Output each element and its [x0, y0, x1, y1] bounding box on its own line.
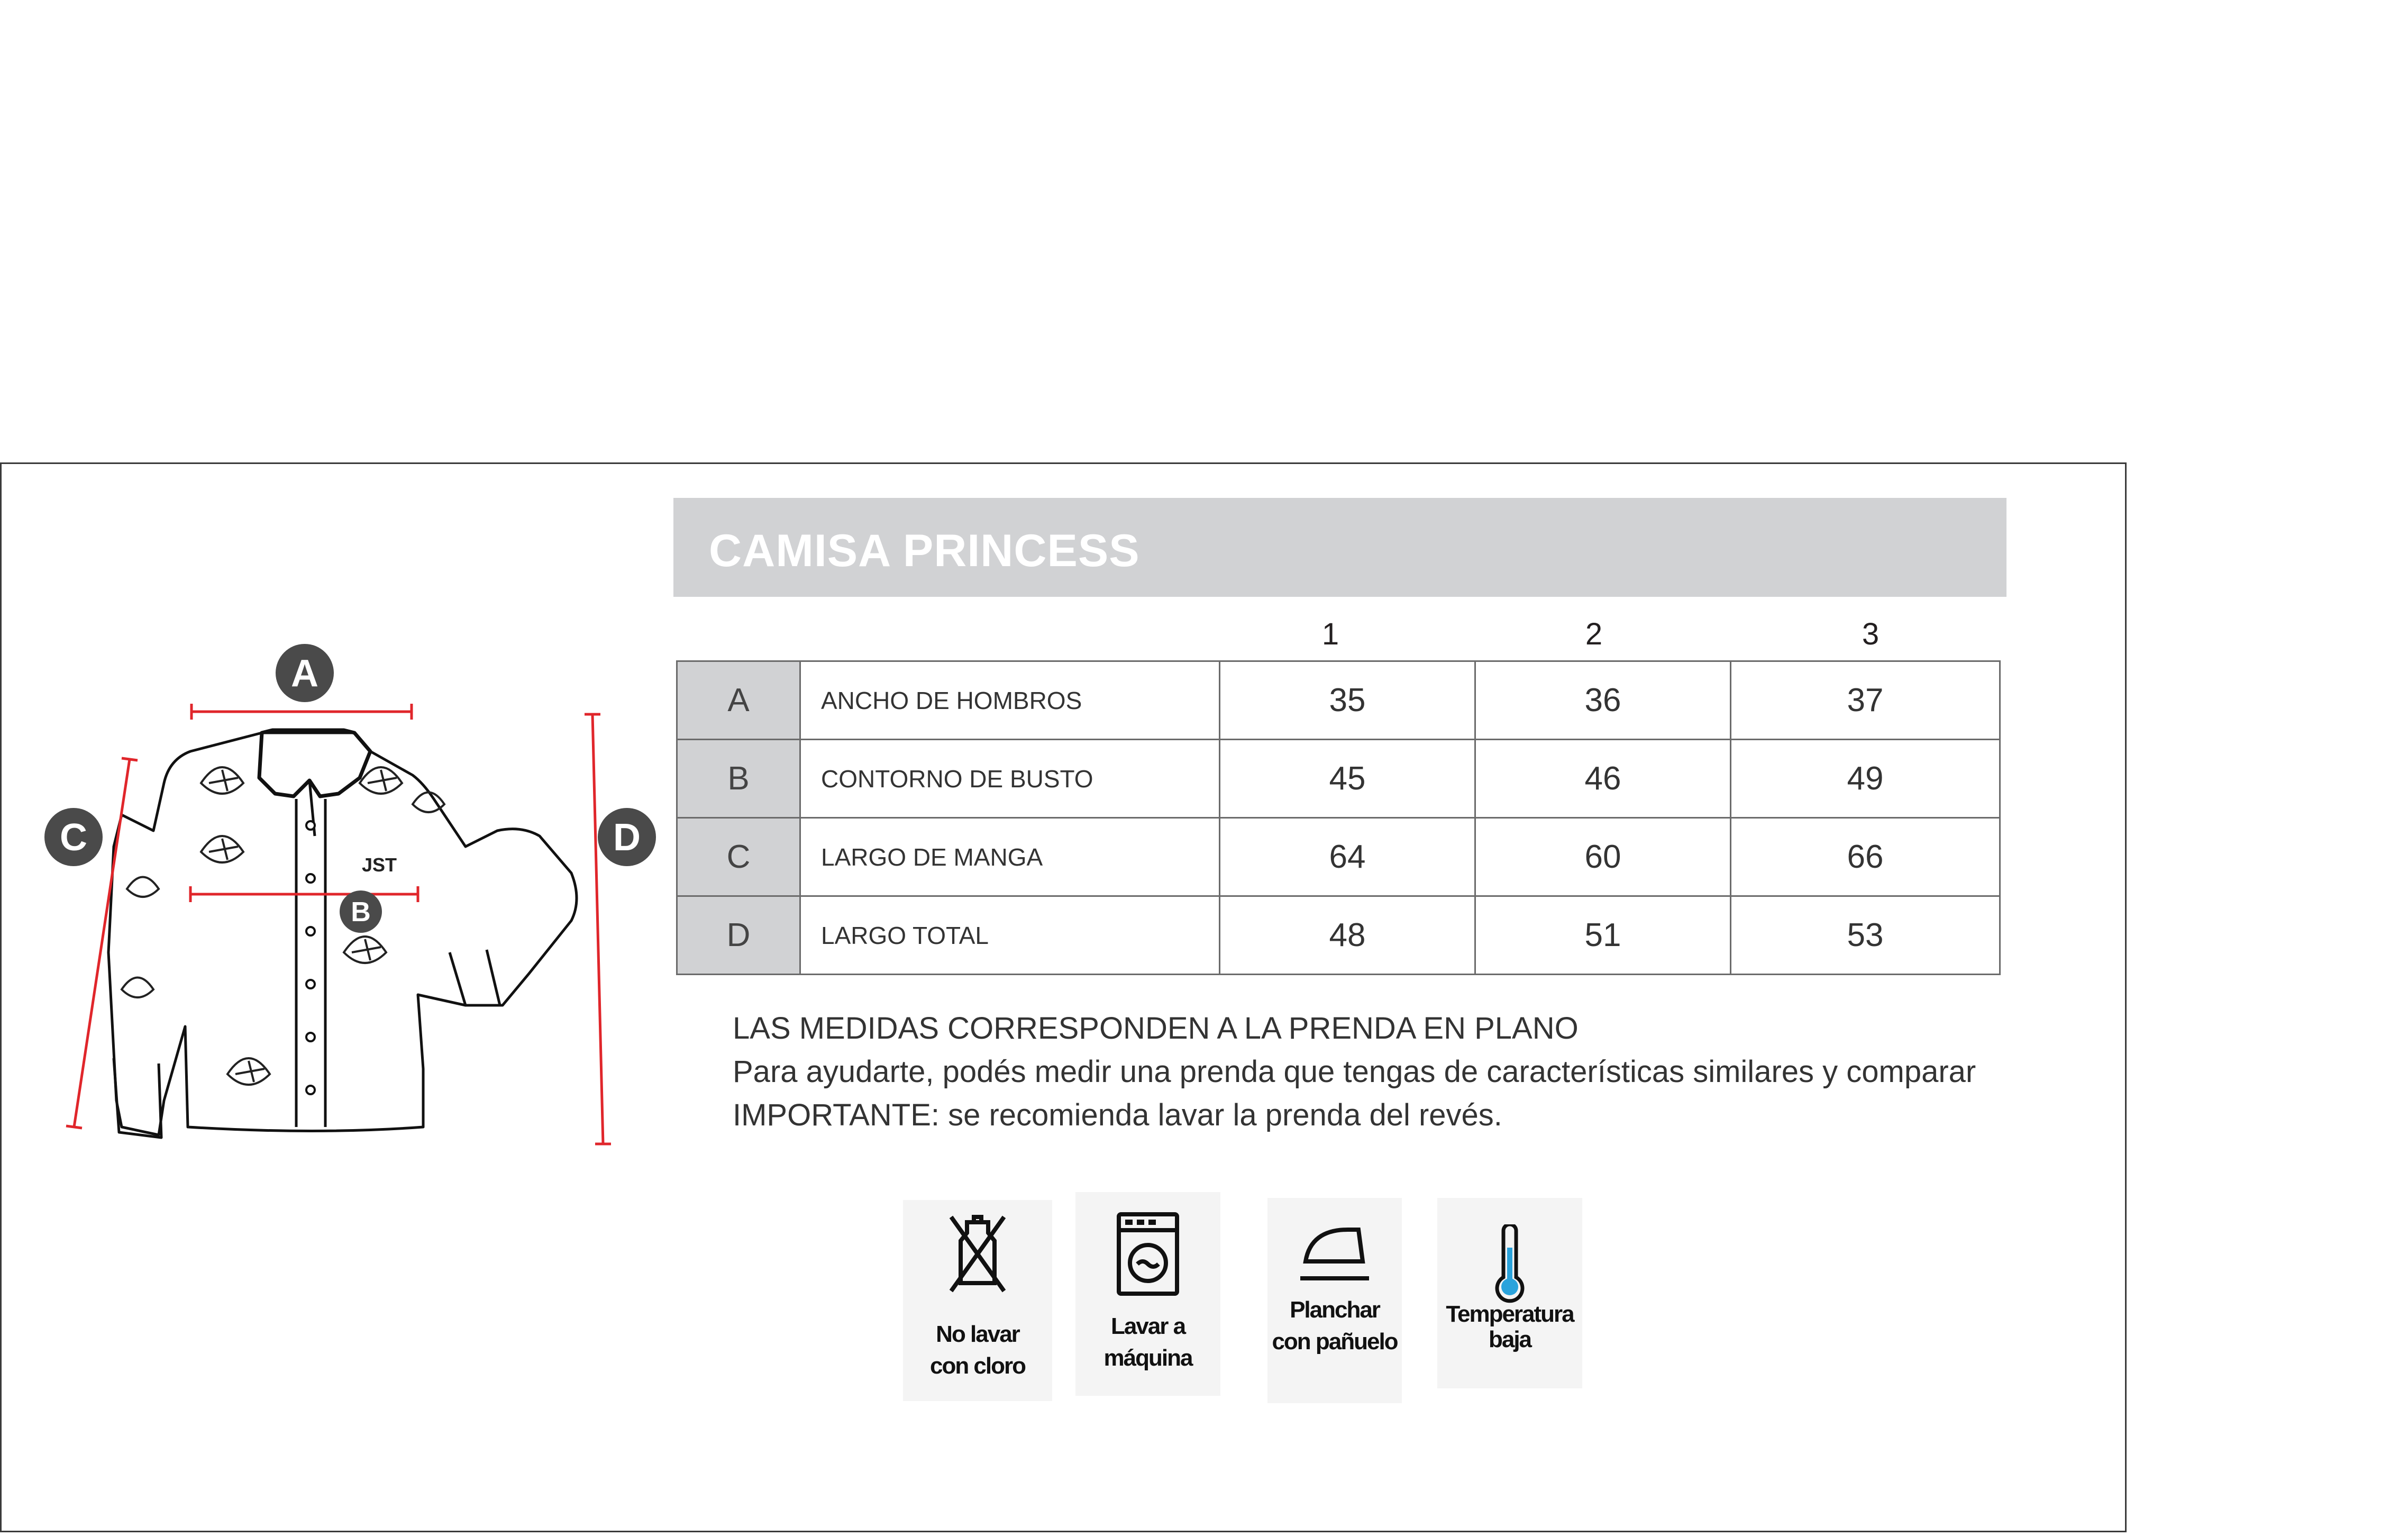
washing-machine-icon: [1114, 1211, 1182, 1296]
cell-value: 37: [1731, 661, 2000, 740]
note-measurement: LAS MEDIDAS CORRESPONDEN A LA PRENDA EN PLANO: [733, 1011, 1579, 1046]
table-row: [677, 661, 2000, 740]
cell-value: 60: [1475, 818, 1731, 896]
brand-label: JST: [362, 854, 397, 876]
care-machine-wash: [1075, 1192, 1220, 1396]
badge-c: C: [44, 808, 103, 866]
cell-value: 64: [1220, 818, 1475, 896]
note-important: IMPORTANTE: se recomienda lavar la prenda del revés.: [733, 1098, 1502, 1132]
cell-value: 45: [1220, 740, 1475, 818]
leaf-print: [122, 767, 444, 1085]
care-low-temperature: [1437, 1198, 1582, 1388]
care-label-line2: máquina: [1103, 1345, 1192, 1371]
size-header-3: 3: [1862, 617, 1880, 651]
row-label: LARGO TOTAL: [800, 896, 1220, 975]
row-letter: C: [677, 818, 800, 896]
size-header-1: 1: [1321, 617, 1339, 651]
care-label-line1: Lavar a: [1110, 1313, 1185, 1339]
cell-value: 35: [1220, 661, 1475, 740]
title-band: [673, 498, 2006, 597]
row-label: ANCHO DE HOMBROS: [800, 661, 1220, 740]
row-label: LARGO DE MANGA: [800, 818, 1220, 896]
care-label-line2: baja: [1488, 1326, 1531, 1352]
cell-value: 66: [1731, 818, 2000, 896]
table-row: [677, 896, 2000, 975]
cell-value: 49: [1731, 740, 2000, 818]
cell-value: 51: [1475, 896, 1731, 975]
care-iron: [1267, 1198, 1402, 1403]
size-header-2: 2: [1585, 617, 1603, 651]
iron-icon: [1295, 1219, 1374, 1288]
thermometer-icon: [1489, 1224, 1531, 1304]
cell-value: 46: [1475, 740, 1731, 818]
note-help: Para ayudarte, podés medir una prenda que tengas de características similares y comparar: [733, 1055, 1976, 1089]
badge-a: A: [276, 644, 334, 702]
buttons: [306, 821, 315, 1094]
cell-value: 53: [1731, 896, 2000, 975]
row-letter: D: [677, 896, 800, 975]
row-label: CONTORNO DE BUSTO: [800, 740, 1220, 818]
care-label-line1: Planchar: [1290, 1297, 1380, 1323]
care-label-line1: Temperatura: [1446, 1301, 1574, 1327]
row-letter: A: [677, 661, 800, 740]
care-label-line1: No lavar: [936, 1321, 1019, 1347]
cell-value: 48: [1220, 896, 1475, 975]
table-row: [677, 740, 2000, 818]
no-bleach-icon: [938, 1212, 1017, 1296]
badge-d: D: [598, 808, 656, 866]
table-row: [677, 818, 2000, 896]
care-label-line2: con cloro: [929, 1353, 1026, 1379]
care-no-bleach: [903, 1200, 1052, 1401]
measure-lines: [66, 704, 611, 1144]
shirt-diagram: [0, 624, 677, 1164]
size-table: [676, 660, 2001, 975]
care-label-line2: con pañuelo: [1272, 1329, 1398, 1355]
product-title: CAMISA PRINCESS: [709, 525, 1140, 576]
cell-value: 36: [1475, 661, 1731, 740]
badge-b: B: [340, 890, 382, 933]
row-letter: B: [677, 740, 800, 818]
